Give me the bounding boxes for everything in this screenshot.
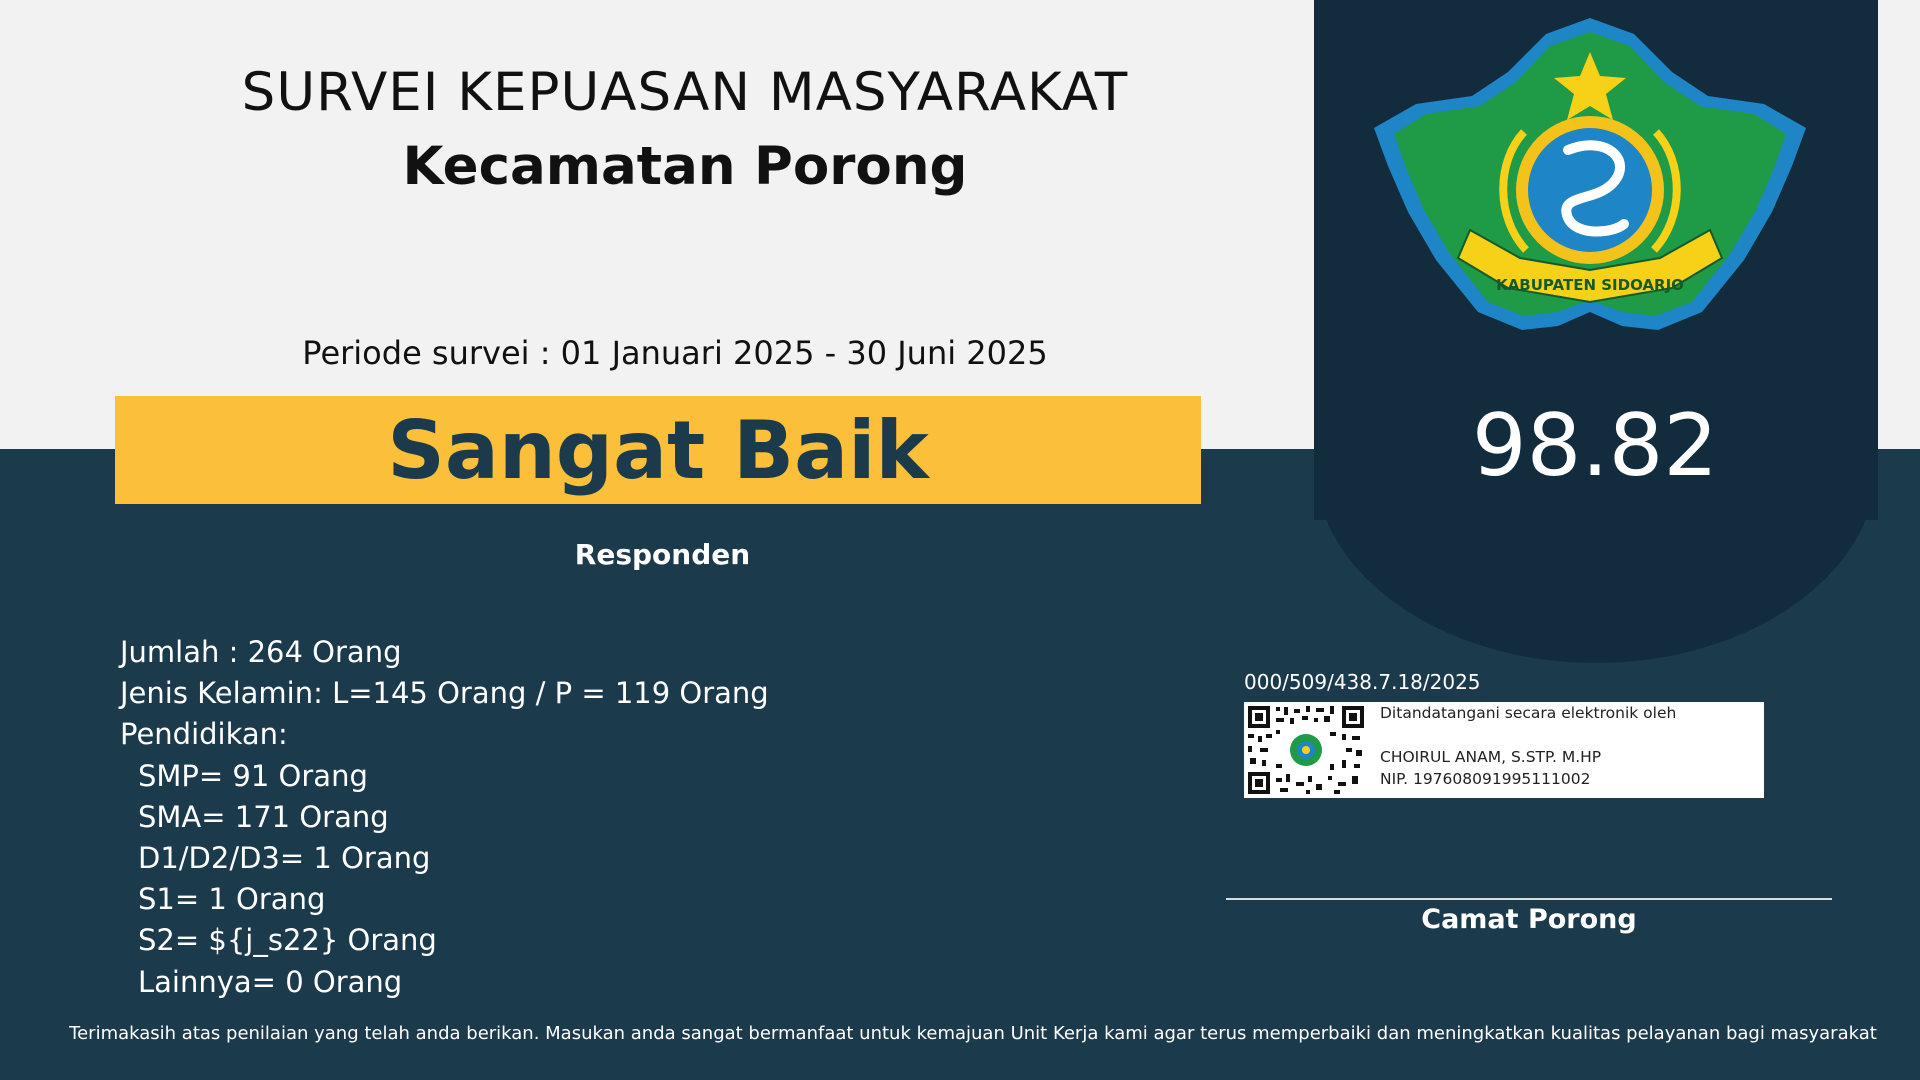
signer-name: CHOIRUL ANAM, S.STP. M.HP <box>1380 748 1602 766</box>
electronic-signature-box <box>1244 702 1764 798</box>
survey-period: Periode survei : 01 Januari 2025 - 30 Juni 2025 <box>302 334 1048 372</box>
signature-line <box>1226 898 1832 900</box>
document-number: 000/509/438.7.18/2025 <box>1244 670 1481 694</box>
survey-title: SURVEI KEPUASAN MASYARAKAT <box>241 62 1129 123</box>
grade-label: Sangat Baik <box>387 403 929 497</box>
education-smp: SMP= 91 Orang <box>138 758 368 793</box>
emblem-text: KABUPATEN SIDOARJO <box>1496 276 1684 294</box>
signature-details <box>1380 702 1676 790</box>
grade-banner <box>115 396 1201 504</box>
respondents-heading: Responden <box>574 538 751 571</box>
respondent-stats <box>120 632 769 1003</box>
education-s1: S1= 1 Orang <box>138 882 326 917</box>
qr-code-icon <box>1246 704 1366 796</box>
signature-note: Ditandatangani secara elektronik oleh <box>1380 704 1677 722</box>
district-name: Kecamatan Porong <box>402 136 968 197</box>
respondent-total: Jumlah : 264 Orang <box>120 635 402 669</box>
footer-note: Terimakasih atas penilaian yang telah anda berikan. Masukan anda sangat bermanfaat untuk kemajuan Unit Kerja kami agar terus memperbaiki dan meningkatkan kualitas pelayanan bagi masyarakat <box>69 1023 1877 1044</box>
education-sma: SMA= 171 Orang <box>138 799 389 834</box>
education-label: Pendidikan: <box>120 717 288 752</box>
kabupaten-sidoarjo-emblem-icon <box>1372 12 1808 332</box>
education-s2: S2= ${j_s22} Orang <box>138 923 437 958</box>
signer-position: Camat Porong <box>1421 904 1637 935</box>
signer-nip: NIP. 197608091995111002 <box>1380 770 1591 788</box>
education-diploma: D1/D2/D3= 1 Orang <box>138 841 431 876</box>
respondent-gender: Jenis Kelamin: L=145 Orang / P = 119 Orang <box>120 676 769 711</box>
satisfaction-score: 98.82 <box>1471 396 1719 496</box>
education-other: Lainnya= 0 Orang <box>138 964 403 999</box>
